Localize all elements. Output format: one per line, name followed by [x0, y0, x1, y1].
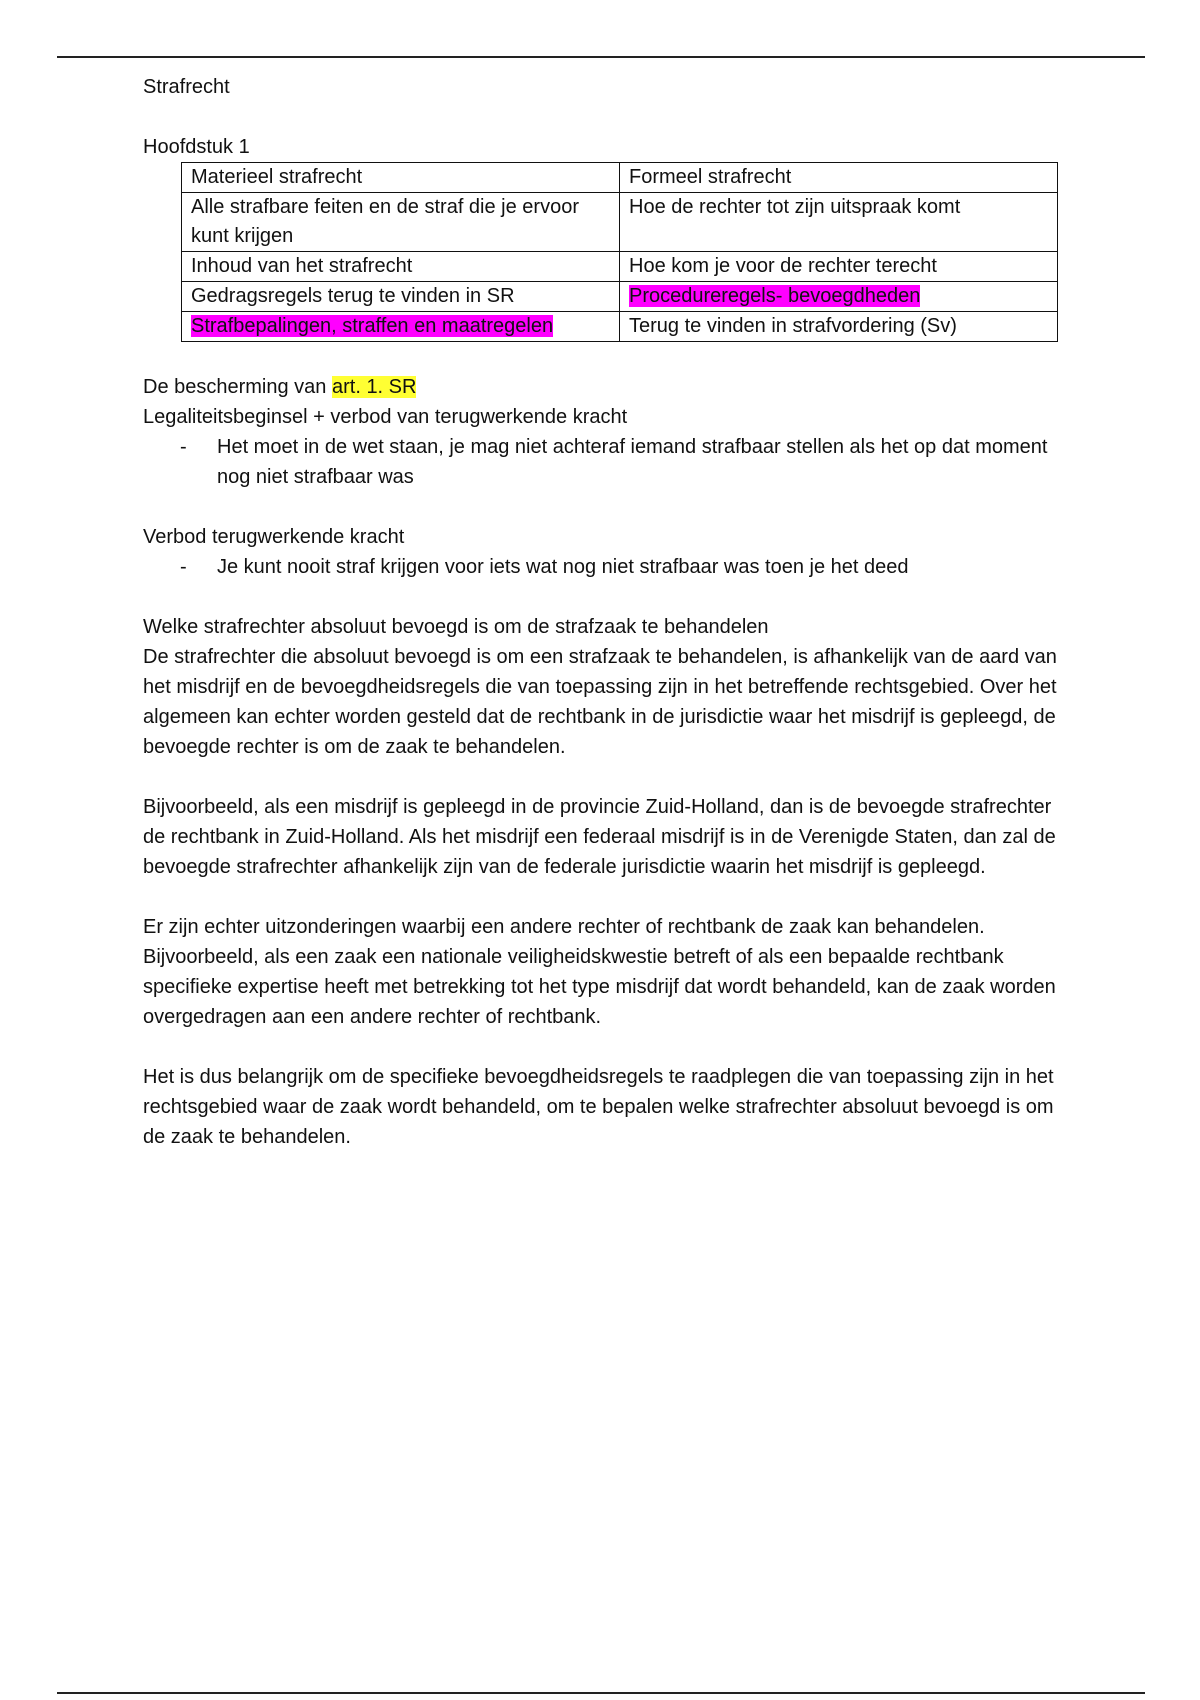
list-item-text: Het moet in de wet staan, je mag niet achteraf iemand strafbaar stellen als het op dat moment nog niet strafbaar was: [217, 436, 1048, 488]
section-heading-jurisdiction: Welke strafrechter absoluut bevoegd is om de strafzaak te behandelen: [143, 616, 769, 638]
section-heading-protection: [143, 372, 1063, 402]
section-subheading: Legaliteitsbeginsel + verbod van terugwerkende kracht: [143, 406, 628, 428]
list-item: [143, 552, 1063, 582]
table-row: [182, 193, 1058, 252]
spacer: [143, 1032, 1063, 1062]
bullet-dash: -: [180, 436, 187, 458]
table-cell: Terug te vinden in strafvordering (Sv): [620, 312, 1058, 342]
table-cell: Hoe de rechter tot zijn uitspraak komt: [620, 193, 1058, 252]
table-header-row: [182, 163, 1058, 193]
table-cell: [620, 282, 1058, 312]
table-cell: Alle strafbare feiten en de straf die je ervoor kunt krijgen: [182, 193, 620, 252]
highlighted-text: Procedureregels- bevoegdheden: [629, 285, 921, 307]
paragraph: Er zijn echter uitzonderingen waarbij een andere rechter of rechtbank de zaak kan behandelen. Bijvoorbeeld, als een zaak een nationale veiligheidskwestie betreft of als een bepaalde rechtbank specifieke expertise heeft met betrekking tot het type misdrijf dat wordt behandeld, kan de zaak worden overgedragen aan een andere rechter of rechtbank.: [143, 916, 1056, 1028]
paragraph: De strafrechter die absoluut bevoegd is om een strafzaak te behandelen, is afhankelijk van de aard van het misdrijf en de bevoegdheidsregels die van toepassing zijn in het betreffende rechtsgebied. Over het algemeen kan echter worden gesteld dat de rechtbank in de jurisdictie waar het misdrijf is gepleegd, de bevoegde rechter is om de zaak te behandelen.: [143, 646, 1057, 758]
section-heading-retroactivity: Verbod terugwerkende kracht: [143, 526, 405, 548]
paragraph: Het is dus belangrijk om de specifieke bevoegdheidsregels te raadplegen die van toepassing zijn in het rechtsgebied waar de zaak wordt behandeld, om te bepalen welke strafrechter absoluut bevoegd is om de zaak te behandelen.: [143, 1066, 1054, 1148]
table-cell: Inhoud van het strafrecht: [182, 252, 620, 282]
table-row: [182, 252, 1058, 282]
highlighted-text: Strafbepalingen, straffen en maatregelen: [191, 315, 554, 337]
header-rule: [57, 56, 1145, 58]
table-row: [182, 312, 1058, 342]
list-item-text: Je kunt nooit straf krijgen voor iets wat nog niet strafbaar was toen je het deed: [217, 556, 909, 578]
bullet-dash: -: [180, 556, 187, 578]
chapter-heading: Hoofdstuk 1: [143, 136, 250, 158]
footer-rule: [57, 1692, 1145, 1694]
spacer: [143, 342, 1063, 372]
spacer: [143, 882, 1063, 912]
table-cell: Gedragsregels terug te vinden in SR: [182, 282, 620, 312]
table-header-cell: Formeel strafrecht: [620, 163, 1058, 193]
table-cell: [182, 312, 620, 342]
table-row: [182, 282, 1058, 312]
spacer: [143, 762, 1063, 792]
table-header-cell: Materieel strafrecht: [182, 163, 620, 193]
comparison-table: [181, 162, 1058, 342]
spacer: [143, 102, 1063, 132]
heading-text: De bescherming van: [143, 376, 332, 398]
document-title: Strafrecht: [143, 76, 230, 98]
paragraph: Bijvoorbeeld, als een misdrijf is gepleegd in de provincie Zuid-Holland, dan is de bevoegde strafrechter de rechtbank in Zuid-Holland. Als het misdrijf een federaal misdrijf is in de Verenigde Staten, dan zal de bevoegde strafrechter afhankelijk zijn van de federale jurisdictie waarin het misdrijf is gepleegd.: [143, 796, 1056, 878]
spacer: [143, 582, 1063, 612]
document-body: [143, 72, 1063, 1152]
spacer: [143, 492, 1063, 522]
highlighted-article: art. 1. SR: [331, 376, 417, 398]
table-cell: Hoe kom je voor de rechter terecht: [620, 252, 1058, 282]
list-item: [143, 432, 1063, 492]
